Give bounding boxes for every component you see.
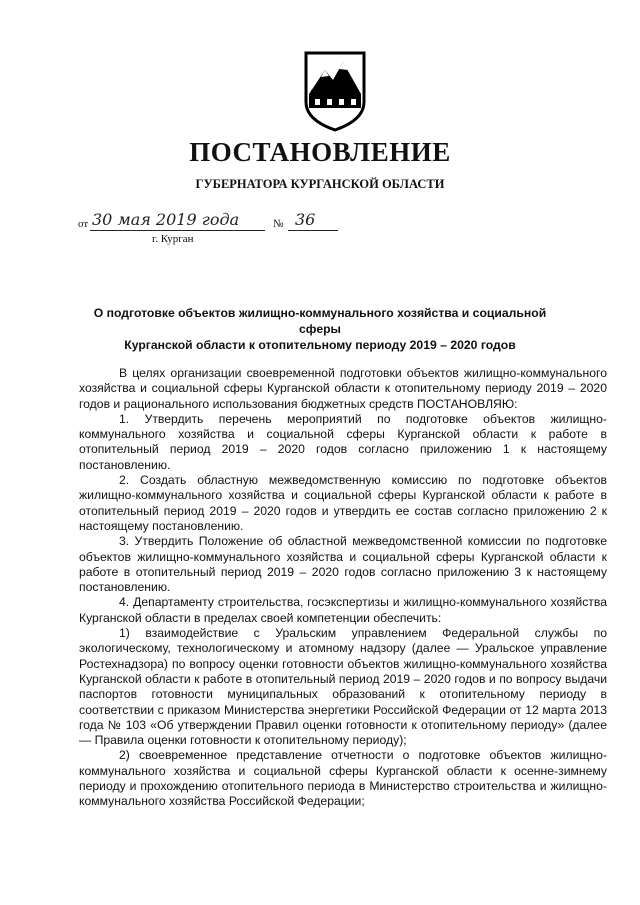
heading-line-1: О подготовке объектов жилищно-коммунального хозяйства и социальной сферы bbox=[93, 306, 547, 336]
date-prefix: от bbox=[78, 218, 89, 230]
paragraph-item-4-1: 1) взаимодействие с Уральским управлением Федеральной службы по экологическому, технологическому и атомному надзору (далее — Уральское управление Ростехнадзора) по вопросу оценки готовности объектов жилищно-коммунального хозяйства Курганской области к работе в отопительный период 2019 – 2020 годов и по вопросу выдачи паспортов готовности муниципальных образований к отопительному периоду в соответствии с приказом Министерства энергетики Российской Федерации от 12 марта 2013 года № 103 «Об утверждении Правил оценки готовности к отопительному периоду» (далее — Правила оценки готовности к отопительному периоду); bbox=[79, 626, 607, 748]
date-underline bbox=[90, 230, 265, 231]
kurgan-region-coat-of-arms-icon bbox=[303, 50, 367, 132]
paragraph-item-3: 3. Утвердить Положение об областной межведомственной комиссии по подготовке объектов жилищно-коммунального хозяйства и социальной сферы Курганской области к работе в отопительный период 2019 – 2020 годов согласно приложению 3 к настоящему постановлению. bbox=[79, 534, 607, 595]
city-label: г. Курган bbox=[152, 233, 194, 245]
date-handwritten: 30 мая 2019 года bbox=[92, 210, 240, 229]
heading-line-2: Курганской области к отопительному периоду 2019 – 2020 годов bbox=[124, 338, 516, 352]
document-heading bbox=[75, 305, 565, 353]
paragraph-item-1: 1. Утвердить перечень мероприятий по подготовке объектов жилищно-коммунального хозяйства и социальной сферы Курганской области к работе в отопительный период 2019 – 2020 годов согласно приложению 1 к настоящему постановлению. bbox=[79, 411, 607, 472]
paragraph-item-4-2: 2) своевременное представление отчетности о подготовке объектов жилищно-коммунального хозяйства и социальной сферы Курганской области к осенне-зимнему периоду и прохождению отопительного периода в Министерство строительства и жилищно-коммунального хозяйства Российской Федерации; bbox=[79, 748, 607, 809]
number-handwritten: 36 bbox=[295, 210, 316, 229]
number-prefix: № bbox=[273, 218, 284, 230]
paragraph-item-2: 2. Создать областную межведомственную комиссию по подготовке объектов жилищно-коммунального хозяйства и социальной сферы Курганской области к работе в отопительный период 2019 – 2020 годов и утвердить ее состав согласно приложению 2 к настоящему постановлению. bbox=[79, 473, 607, 533]
document-subtitle: ГУБЕРНАТОРА КУРГАНСКОЙ ОБЛАСТИ bbox=[195, 177, 445, 191]
paragraph-item-4: 4. Департаменту строительства, госэкспертизы и жилищно-коммунального хозяйства Курганской области в пределах своей компетенции обеспечить: bbox=[79, 595, 607, 625]
document-body bbox=[79, 366, 607, 810]
document-title: ПОСТАНОВЛЕНИЕ bbox=[189, 137, 451, 167]
paragraph-preamble: В целях организации своевременной подготовки объектов жилищно-коммунального хозяйства и социальной сферы Курганской области к отопительному периоду 2019 – 2020 годов и рационального использования бюджетных средств ПОСТАНОВЛЯЮ: bbox=[79, 366, 607, 411]
number-underline bbox=[288, 230, 338, 231]
